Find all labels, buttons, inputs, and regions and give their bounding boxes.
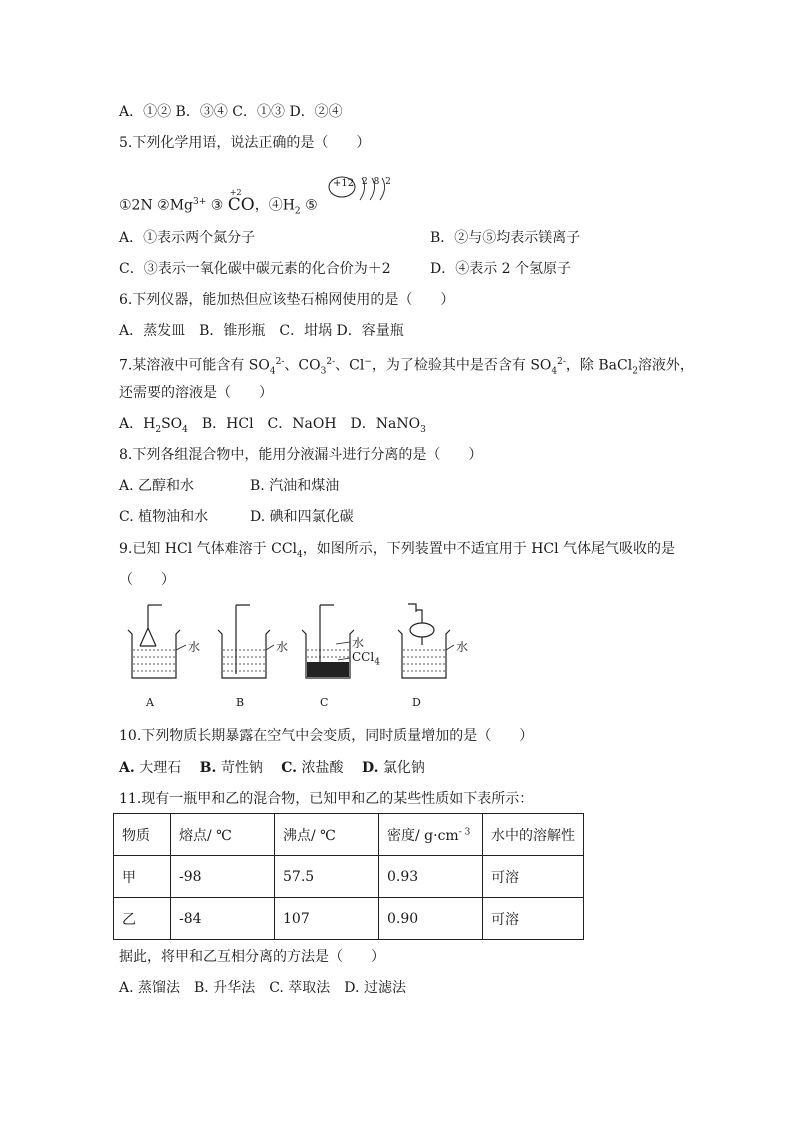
q9-apparatus-figure xyxy=(118,600,478,719)
label-d: D xyxy=(412,696,421,709)
q9-stem xyxy=(119,539,675,565)
table-cell: -98 xyxy=(171,856,275,898)
q7-sub: 3 xyxy=(320,366,327,377)
ccl-text: CCl xyxy=(352,650,375,664)
table-cell: 0.93 xyxy=(379,856,483,898)
q6-stem: 6.下列仪器，能加热但应该垫石棉网使用的是（ ） xyxy=(119,292,455,308)
table-cell: 57.5 xyxy=(275,856,379,898)
table-cell: 可溶 xyxy=(483,856,584,898)
label-ccl4-c xyxy=(352,650,380,667)
q7-sub: 2 xyxy=(632,366,638,377)
q7-sub: 4 xyxy=(551,366,558,377)
q10-c-key: C. xyxy=(281,760,298,776)
q10-a-key: A. xyxy=(119,760,135,776)
q7-text-e: ，除 BaCl xyxy=(565,357,633,374)
table-header xyxy=(379,814,483,856)
mg-charge: 3+ xyxy=(193,197,207,207)
q5-option-b: B．②与⑤均表示镁离子 xyxy=(430,230,581,246)
q5-item-4: ，④H xyxy=(254,197,295,214)
q5-item-5: ⑤ xyxy=(300,197,318,214)
q8-option-b: B. 汽油和煤油 xyxy=(250,478,340,494)
label-b: B xyxy=(236,696,245,709)
table-header: 沸点/ ℃ xyxy=(275,814,379,856)
q7-text-a: 7.某溶液中可能含有 SO xyxy=(119,357,270,374)
co-valence: +2 xyxy=(229,187,242,197)
table-cell: 可溶 xyxy=(483,898,584,940)
q10-c: 浓盐酸 xyxy=(297,760,344,776)
table-row xyxy=(114,898,584,940)
q5-option-c: C．③表示一氧化碳中碳元素的化合价为＋2 xyxy=(119,261,391,277)
ccl-sub: 4 xyxy=(374,657,380,668)
density-label: 密度/ g·cm xyxy=(387,827,459,844)
q7-options xyxy=(119,414,426,440)
q11-options: A. 蒸馏法 B. 升华法 C. 萃取法 D. 过滤法 xyxy=(119,980,406,996)
q9-text-b: ，如图所示，下列装置中不适宜用于 HCl 气体尾气吸收的是 xyxy=(302,541,676,557)
table-header: 物质 xyxy=(114,814,171,856)
beakers-svg xyxy=(118,600,478,715)
q7-text-f: 溶液外， xyxy=(637,357,694,374)
mg-atom-diagram xyxy=(328,174,398,214)
co-formula xyxy=(227,187,255,215)
properties-table xyxy=(113,813,584,940)
q8-option-a: A. 乙醇和水 xyxy=(119,478,195,494)
label-water-d: 水 xyxy=(456,640,469,654)
q7-sub: 4 xyxy=(182,424,188,435)
table-cell: 107 xyxy=(275,898,379,940)
label-water-c: 水 xyxy=(352,636,365,650)
q7-sup: 2- xyxy=(557,357,566,367)
q7-sub: 4 xyxy=(269,366,276,377)
q7-sup: 2- xyxy=(326,357,336,367)
q7-text-c: 、Cl xyxy=(335,357,365,374)
q7-opt-b: SO xyxy=(161,416,183,432)
q7-stem xyxy=(119,352,694,381)
q10-b: 苛性钠 xyxy=(216,760,263,776)
mg-nucleus: +12 xyxy=(333,178,355,189)
q7-text-b: 、CO xyxy=(284,357,321,374)
q7-opt-a: A．H xyxy=(119,416,156,432)
table-header: 熔点/ ℃ xyxy=(171,814,275,856)
q11-after: 据此，将甲和乙互相分离的方法是（ ） xyxy=(119,949,385,965)
table-header-row xyxy=(114,814,584,856)
q5-item-1-2: ①2N ②Mg xyxy=(119,197,194,214)
q8-option-d: D. 碘和四氯化碳 xyxy=(250,509,354,525)
q10-d-key: D. xyxy=(361,760,379,776)
q7-stem-2: 还需要的溶液是（ ） xyxy=(119,385,273,401)
ccl4-layer xyxy=(307,662,349,677)
q9-stem-2: （ ） xyxy=(119,572,175,588)
q5-item-3: ③ xyxy=(206,197,228,214)
co-text: CO xyxy=(227,194,255,215)
density-sup: - 3 xyxy=(458,826,471,837)
q7-text-d: ，为了检验其中是否含有 SO xyxy=(371,357,552,374)
q7-sup: 2- xyxy=(275,357,285,367)
label-water-a: 水 xyxy=(188,640,201,654)
q9-text-a: 9.已知 HCl 气体难溶于 CCl xyxy=(119,541,298,557)
q7-sub: 2 xyxy=(155,424,162,435)
table-cell: 0.90 xyxy=(379,898,483,940)
table-row xyxy=(114,856,584,898)
q4-options: A．①② B．③④ C．①③ D．②④ xyxy=(119,104,343,120)
label-a: A xyxy=(146,696,154,709)
q7-opt-c: B．HCl C．NaOH D．NaNO xyxy=(187,416,421,432)
q10-a: 大理石 xyxy=(134,760,182,776)
q5-option-a: A．①表示两个氮分子 xyxy=(119,230,256,246)
q5-items xyxy=(119,187,318,221)
q5-stem: 5.下列化学用语，说法正确的是（ ） xyxy=(119,135,371,151)
q9-sub: 4 xyxy=(297,549,303,560)
q10-d: 氯化钠 xyxy=(378,760,425,776)
q10-options xyxy=(119,758,425,778)
q6-options: A．蒸发皿 B．锥形瓶 C．坩埚 D．容量瓶 xyxy=(119,323,404,339)
q7-sup: − xyxy=(364,357,372,367)
table-header: 水中的溶解性 xyxy=(483,814,584,856)
label-water-b: 水 xyxy=(276,640,289,654)
table-cell: 乙 xyxy=(114,898,171,940)
label-c: C xyxy=(320,696,329,709)
q8-stem: 8.下列各组混合物中，能用分液漏斗进行分离的是（ ） xyxy=(119,447,483,463)
q10-stem: 10.下列物质长期暴露在空气中会变质，同时质量增加的是（ ） xyxy=(119,728,534,744)
table-cell: -84 xyxy=(171,898,275,940)
q11-stem: 11.现有一瓶甲和乙的混合物，已知甲和乙的某些性质如下表所示： xyxy=(119,791,534,807)
q7-sub: 3 xyxy=(420,424,426,435)
q8-option-c: C. 植物油和水 xyxy=(119,509,209,525)
h2-sub: 2 xyxy=(294,206,301,217)
q5-option-d: D．④表示 2 个氢原子 xyxy=(430,261,572,277)
q10-b-key: B. xyxy=(199,760,217,776)
mg-shells: 2 8 2 xyxy=(362,177,391,187)
table-cell: 甲 xyxy=(114,856,171,898)
